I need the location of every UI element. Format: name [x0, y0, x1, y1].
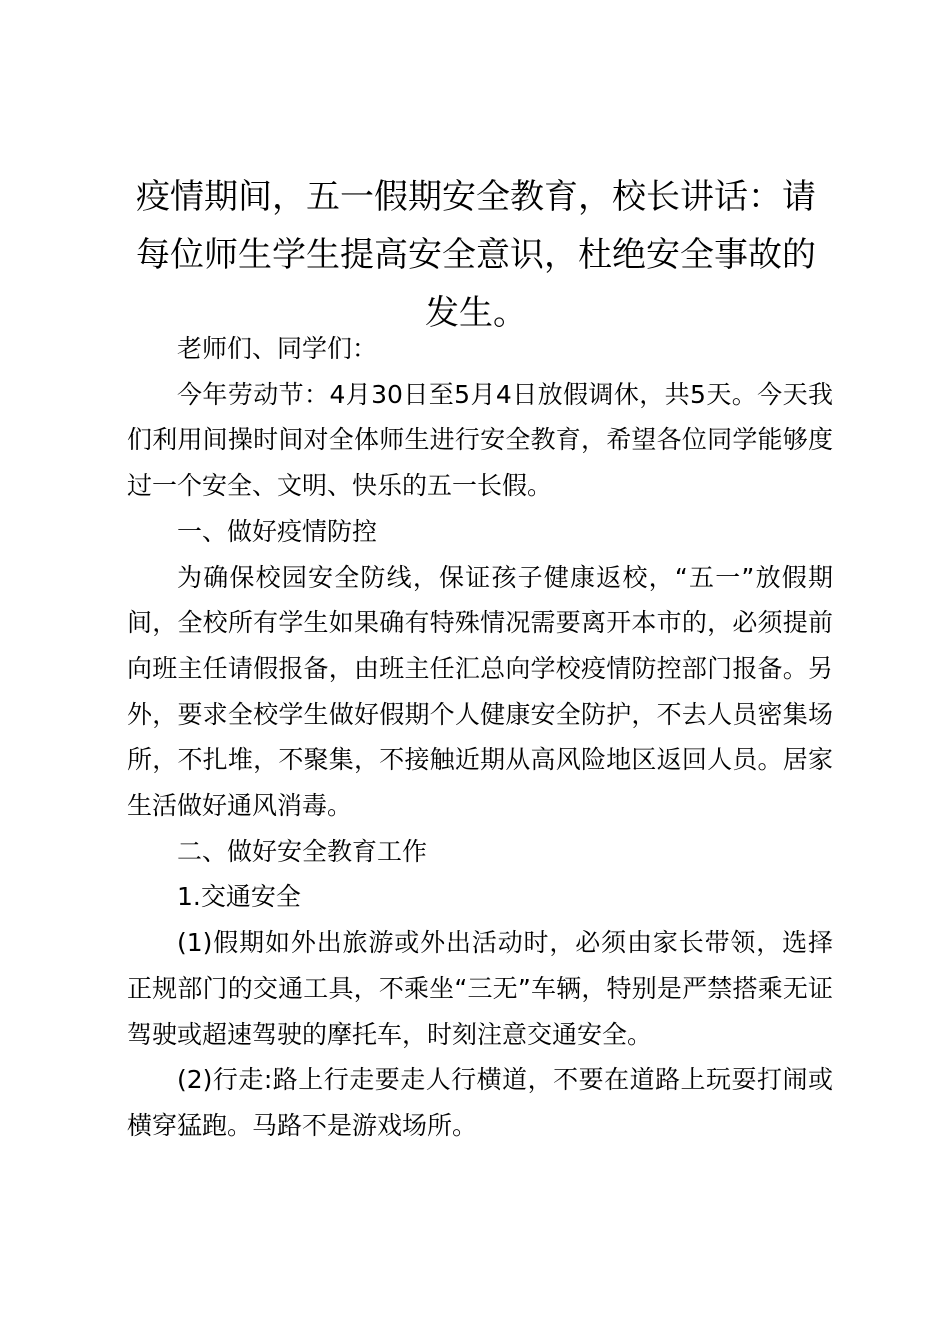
traffic-item-1: (1)假期如外出旅游或外出活动时，必须由家长带领，选择正规部门的交通工具，不乘坐“三无”车辆，特别是严禁搭乘无证驾驶或超速驾驶的摩托车，时刻注意交通安全。 [127, 928, 833, 1049]
subheading-traffic: 1.交通安全 [177, 882, 301, 912]
document-title: 疫情期间，五一假期安全教育，校长讲话：请每位师生学生提高安全意识，杜绝安全事故的发生。 [136, 177, 816, 333]
epidemic-paragraph: 为确保校园安全防线，保证孩子健康返校，“五一”放假期间，全校所有学生如果确有特殊情况需要离开本市的，必须提前向班主任请假报备，由班主任汇总向学校疫情防控部门报备。另外，要求全校学生做好假期个人健康安全防护，不去人员密集场所，不扎堆，不聚集，不接触近期从高风险地区返回人员。居家生活做好通风消毒。 [127, 562, 833, 821]
document-body [127, 326, 833, 1149]
traffic-item-2: (2)行走:路上行走要走人行横道，不要在道路上玩耍打闹或横穿猛跑。马路不是游戏场所。 [127, 1065, 833, 1140]
section-heading-safety: 二、做好安全教育工作 [177, 836, 428, 866]
section-heading-epidemic: 一、做好疫情防控 [177, 516, 378, 546]
salutation: 老师们、同学们： [177, 334, 378, 363]
intro-paragraph: 今年劳动节：4月30日至5月4日放假调休，共5天。今天我们利用间操时间对全体师生进行安全教育，希望各位同学能够度过一个安全、文明、快乐的五一长假。 [127, 379, 833, 501]
